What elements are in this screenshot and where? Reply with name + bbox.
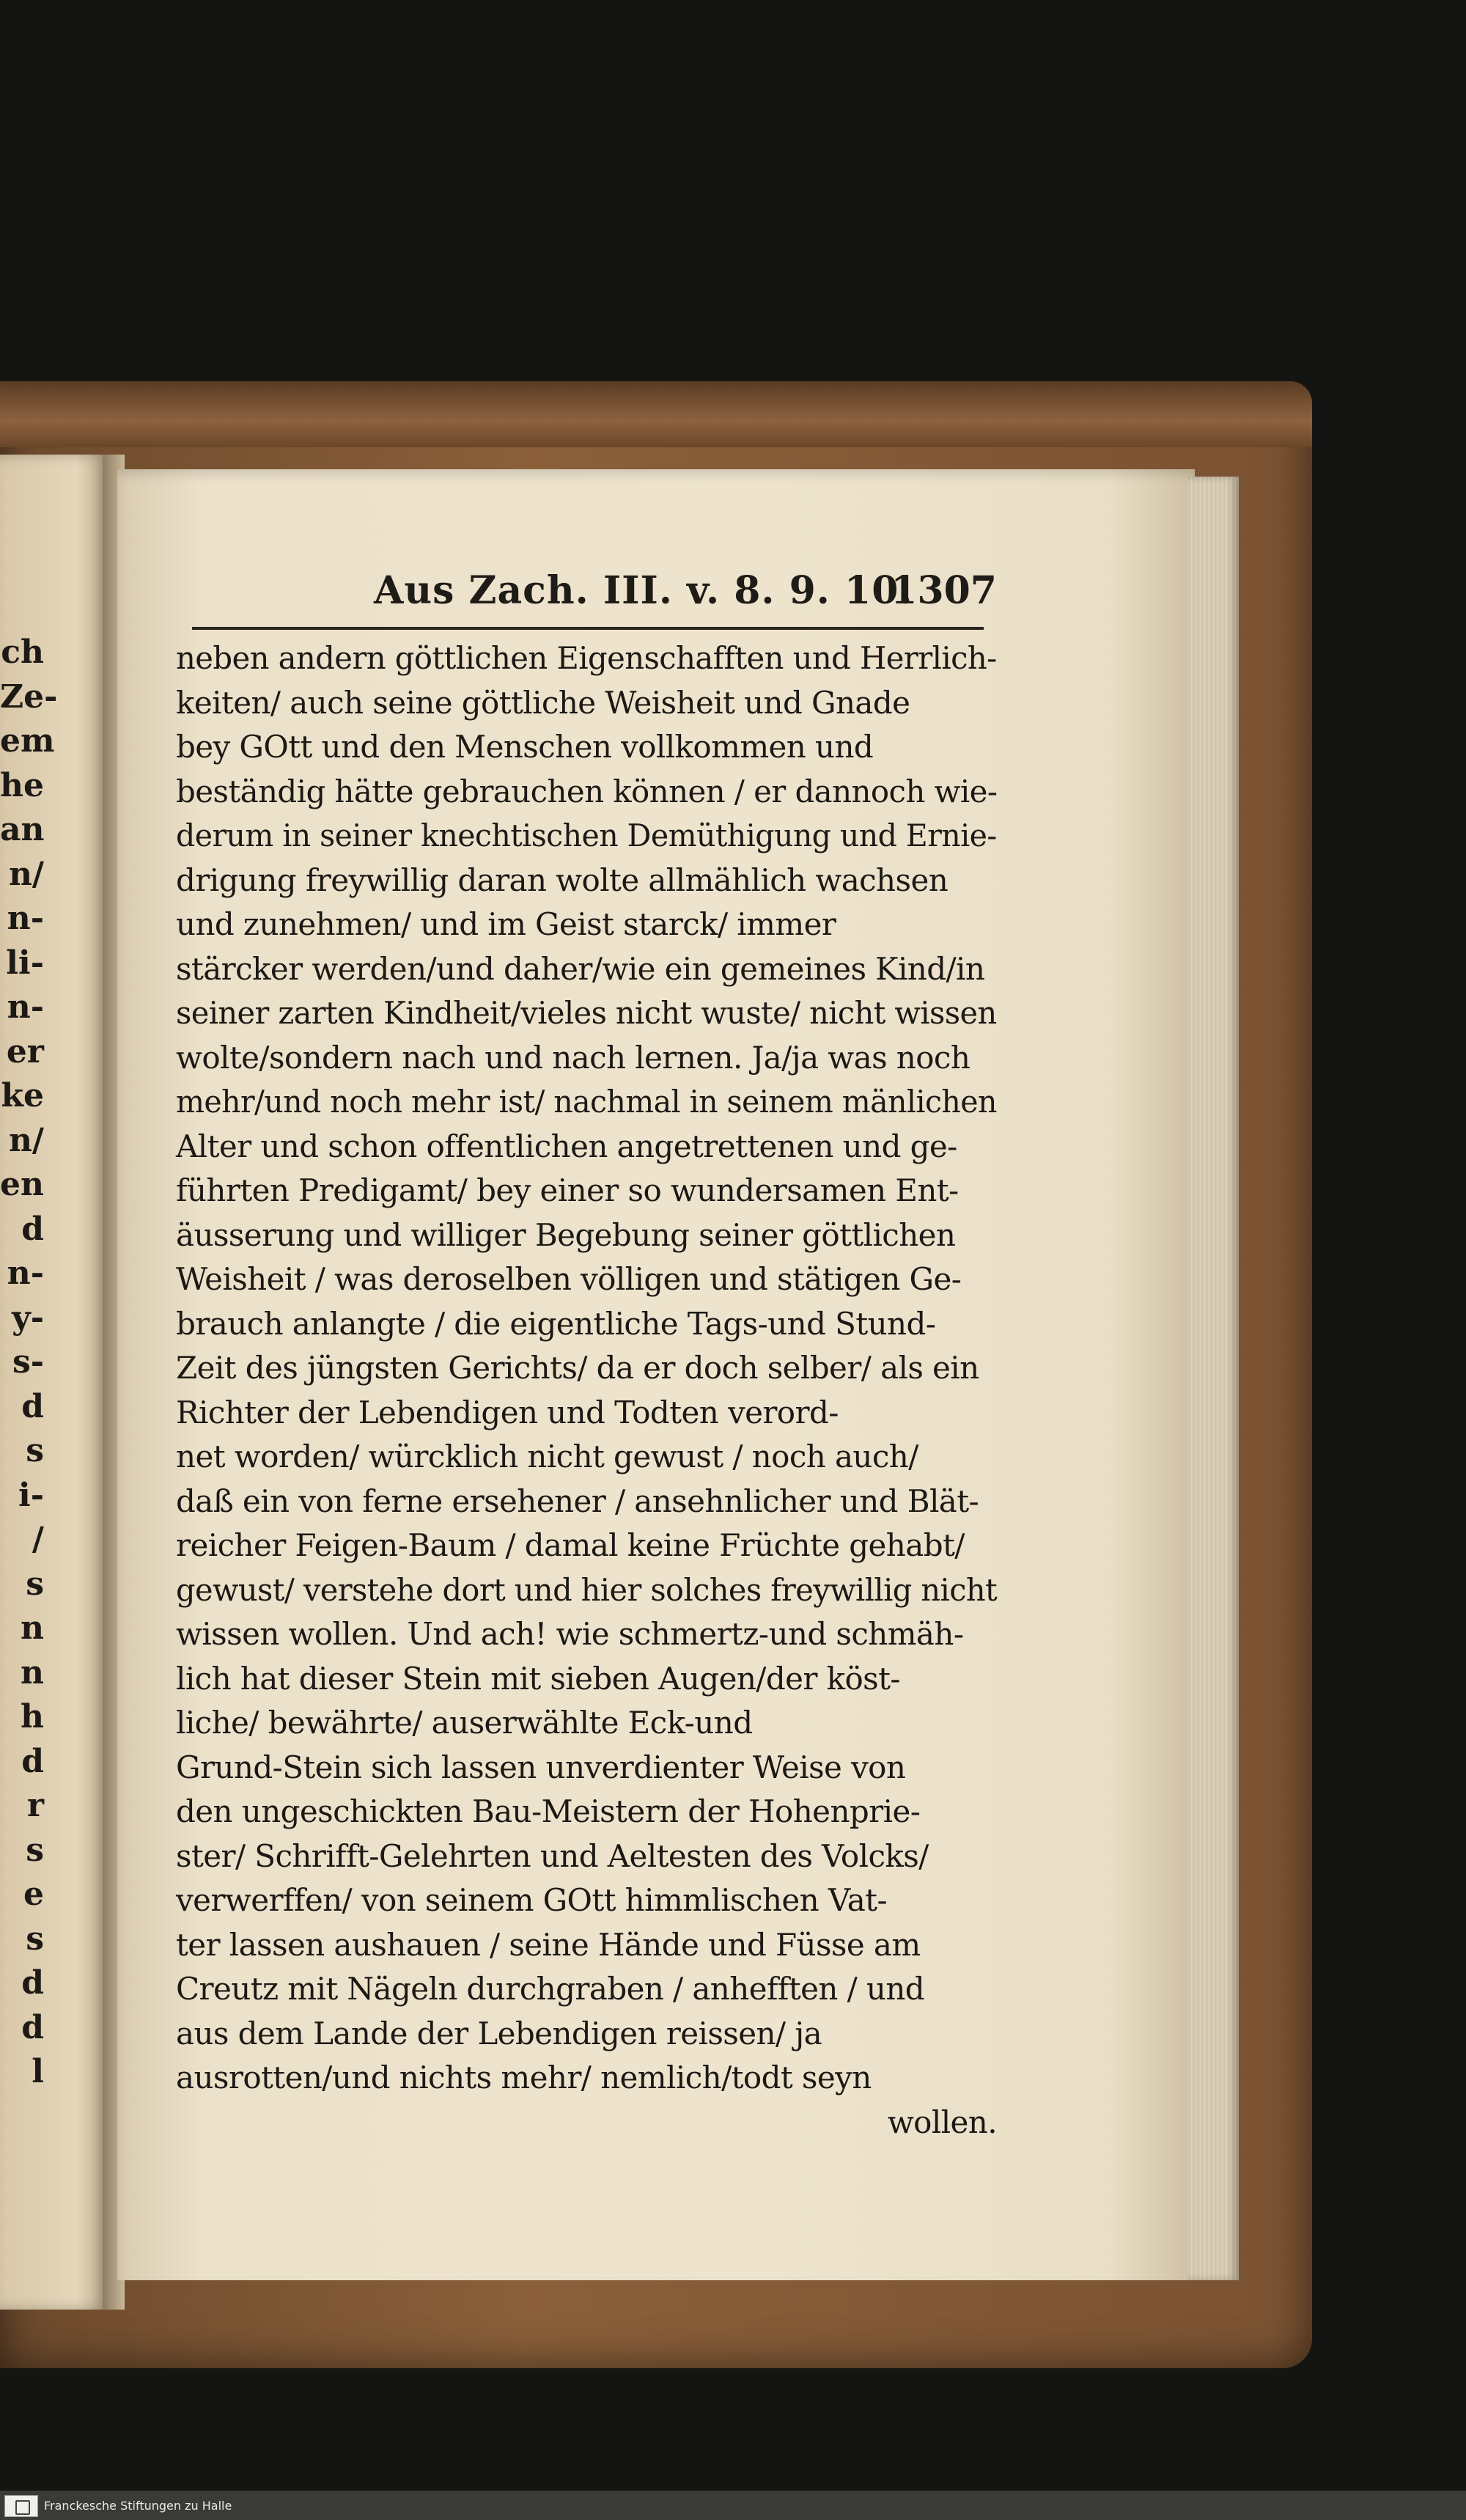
- text-line: liche/ bewährte/ auserwählte Eck-und: [176, 1705, 753, 1741]
- left-page-fragment: l: [32, 2053, 44, 2090]
- left-page-fragment: n-: [7, 900, 44, 937]
- left-page-fragment: r: [26, 1787, 44, 1824]
- left-page-fragment: n/: [8, 1121, 44, 1159]
- text-line: bey GOtt und den Menschen vollkommen und: [176, 729, 874, 765]
- left-page-fragment: an: [0, 811, 45, 848]
- left-page-fragment: er: [6, 1032, 44, 1070]
- text-line: mehr/und noch mehr ist/ nachmal in seinem mänlichen: [176, 1084, 997, 1120]
- text-line: Alter und schon offentlichen angetrettenen und ge-: [176, 1128, 957, 1164]
- text-line: Creutz mit Nägeln durchgraben / anhefften / und: [176, 1971, 925, 2007]
- left-page-fragment: n-: [7, 1255, 44, 1292]
- left-page-fragment: em: [0, 722, 55, 760]
- left-page-fragment: s: [26, 1831, 44, 1869]
- left-page-fragment: n: [21, 1653, 44, 1691]
- left-page-fragment: d: [21, 2008, 44, 2046]
- text-line: verwerffen/ von seinem GOtt himmlischen Vat-: [176, 1882, 888, 1918]
- text-line: drigung freywillig daran wolte allmählich wachsen: [176, 862, 949, 898]
- left-page-fragment: /: [32, 1521, 44, 1558]
- left-page-fragment: y-: [12, 1298, 44, 1337]
- body-text: [176, 636, 997, 2145]
- left-page-fragment: n: [21, 1609, 44, 1647]
- text-line: ster/ Schrifft-Gelehrten und Aeltesten des Volcks/: [176, 1837, 929, 1874]
- left-page-fragment: h: [21, 1698, 44, 1735]
- text-line: reicher Feigen-Baum / damal keine Früchte gehabt/: [176, 1527, 965, 1563]
- text-line: brauch anlangte / die eigentliche Tags-und Stund-: [176, 1305, 936, 1342]
- text-line: daß ein von ferne ersehener / ansehnlicher und Blät-: [176, 1483, 979, 1519]
- text-line: beständig hätte gebrauchen können / er dannoch wie-: [176, 773, 998, 809]
- text-line: stärcker werden/und daher/wie ein gemeines Kind/in: [176, 950, 985, 987]
- text-line: führten Predigamt/ bey einer so wundersamen Ent-: [176, 1172, 959, 1208]
- cover-top-edge: [0, 381, 1312, 447]
- text-line: wolte/sondern nach und nach lernen. Ja/ja was noch: [176, 1039, 970, 1076]
- text-line: Grund-Stein sich lassen unverdienter Weise von: [176, 1749, 906, 1785]
- left-page-fragment: s: [26, 1432, 44, 1469]
- page-header: [176, 568, 997, 620]
- left-page-fragment: s: [26, 1565, 44, 1603]
- running-title: Aus Zach. III. v. 8. 9. 10.: [374, 568, 913, 613]
- left-page-fragment: Ze-: [0, 677, 58, 716]
- text-line: äusserung und williger Begebung seiner göttlichen: [176, 1216, 956, 1253]
- viewer-footer: [0, 2491, 1466, 2520]
- text-line: gewust/ verstehe dort und hier solches freywillig nicht: [176, 1571, 998, 1608]
- page-number: 1307: [891, 568, 997, 613]
- left-page-fragment: ke: [1, 1077, 44, 1114]
- header-rule: [192, 627, 984, 630]
- text-line: Richter der Lebendigen und Todten verord-: [176, 1394, 839, 1430]
- text-line: neben andern göttlichen Eigenschafften und Herrlich-: [176, 640, 997, 676]
- left-page-fragment: n/: [8, 855, 44, 893]
- left-page-fragment: en: [0, 1166, 44, 1203]
- left-page-fragment: e: [23, 1876, 44, 1913]
- left-page-fragment: d: [21, 1964, 44, 2002]
- text-line: ausrotten/und nichts mehr/ nemlich/todt seyn: [176, 2060, 872, 2095]
- text-line: Weisheit / was deroselben völligen und stätigen Ge-: [176, 1261, 962, 1297]
- text-line: seiner zarten Kindheit/vieles nicht wuste/ nicht wissen: [176, 995, 997, 1031]
- left-page-fragment: s: [26, 1920, 44, 1958]
- text-line: Zeit des jüngsten Gerichts/ da er doch selber/ als ein: [176, 1350, 979, 1386]
- page-stack-edge: [1187, 477, 1239, 2280]
- text-line: aus dem Lande der Lebendigen reissen/ ja: [176, 2015, 822, 2051]
- left-page-fragment: d: [21, 1210, 44, 1248]
- text-line: derum in seiner knechtischen Demüthigung und Ernie-: [176, 818, 997, 853]
- text-line: den ungeschickten Bau-Meistern der Hohenprie-: [176, 1793, 921, 1829]
- left-page-edge-text: [0, 631, 58, 2095]
- text-line: wollen.: [887, 2104, 997, 2140]
- text-line: keiten/ auch seine göttliche Weisheit und Gnade: [176, 684, 910, 721]
- footer-credit: Franckesche Stiftungen zu Halle: [44, 2499, 232, 2513]
- institution-logo-icon: [4, 2495, 38, 2517]
- left-page-fragment: d: [21, 1387, 44, 1425]
- left-page-fragment: ch: [1, 633, 44, 671]
- text-line: lich hat dieser Stein mit sieben Augen/der köst-: [176, 1660, 900, 1697]
- left-page-fragment: s-: [12, 1343, 44, 1381]
- left-page-fragment: li-: [6, 944, 44, 982]
- left-page-fragment: n-: [7, 988, 44, 1026]
- text-line: ter lassen aushauen / seine Hände und Füsse am: [176, 1926, 921, 1963]
- left-page-fragment: i-: [18, 1476, 44, 1514]
- left-page-fragment: d: [21, 1742, 44, 1780]
- left-page-fragment: he: [0, 766, 44, 804]
- text-line: und zunehmen/ und im Geist starck/ immer: [176, 906, 836, 942]
- text-line: net worden/ würcklich nicht gewust / noch auch/: [176, 1439, 918, 1474]
- text-line: wissen wollen. Und ach! wie schmertz-und schmäh-: [176, 1616, 964, 1652]
